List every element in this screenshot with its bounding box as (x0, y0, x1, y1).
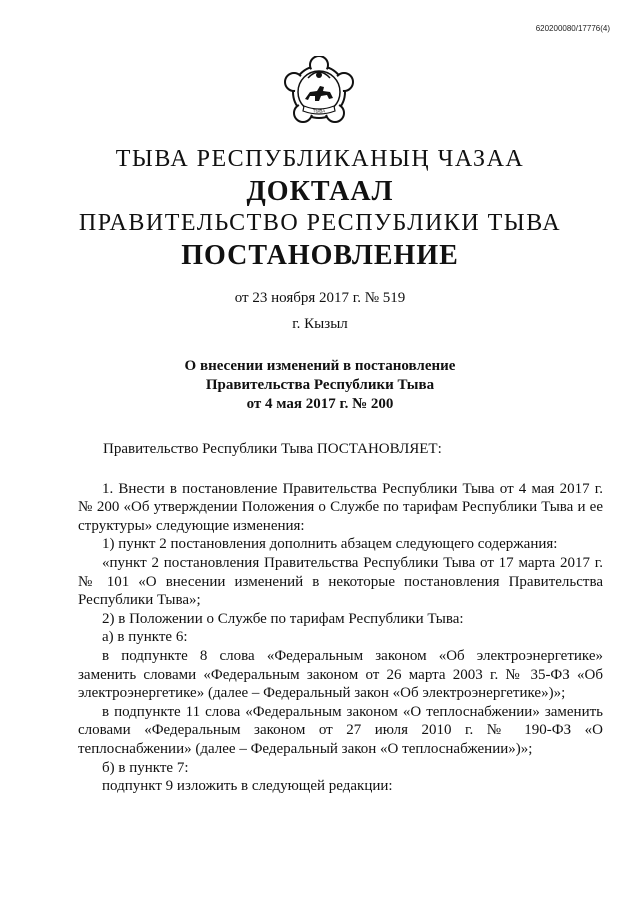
body-paragraph: в подпункте 8 слова «Федеральным законом «Об электроэнергетике» заменить словами «Федеральным законом от 26 марта 2003 г. № 35-ФЗ «Об электроэнергетике» (далее – Федеральный закон «Об электроэнергетике»)»; (78, 647, 603, 702)
body-paragraph: б) в пункте 7: (102, 759, 189, 776)
document-date-number: от 23 ноября 2017 г. № 519 (234, 290, 406, 306)
document-code: 620200080/17776(4) (535, 24, 610, 33)
title-line: Правительства Республики Тыва (205, 377, 435, 393)
body-paragraph: 1) пункт 2 постановления дополнить абзацем следующего содержания: (102, 536, 558, 553)
body-paragraph: подпункт 9 изложить в следующей редакции: (102, 778, 393, 795)
header-tyva-government: ТЫВА РЕСПУБЛИКАНЫҢ ЧАЗАА (115, 146, 525, 172)
document-city: г. Кызыл (292, 316, 348, 332)
body-paragraph: в подпункте 11 слова «Федеральным законом «О теплоснабжении» заменить словами «Федеральным законом от 27 июля 2010 г. № 190-ФЗ «О теплоснабжении» (далее – Федеральный закон «О теплоснабжении»)»; (78, 703, 603, 757)
title-line: О внесении изменений в постановление (184, 358, 456, 374)
emblem-banner-text: ТЫВА (312, 108, 326, 114)
title-line: от 4 мая 2017 г. № 200 (246, 396, 394, 412)
body-paragraph: «пункт 2 постановления Правительства Республики Тыва от 17 марта 2017 г. № 101 «О внесении изменений в некоторые постановления Правительства Республики Тыва»; (78, 554, 603, 609)
document-title (0, 357, 640, 414)
header-resolution: ПОСТАНОВЛЕНИЕ (181, 240, 459, 271)
body-paragraph: 2) в Положении о Службе по тарифам Республики Тыва: (102, 610, 464, 627)
body-intro: Правительство Республики Тыва ПОСТАНОВЛЯЕТ: (103, 441, 442, 457)
document-body (78, 440, 603, 796)
header-doktaal: ДОКТААЛ (246, 176, 394, 207)
header-government: ПРАВИТЕЛЬСТВО РЕСПУБЛИКИ ТЫВА (78, 210, 562, 236)
body-paragraph: 1. Внести в постановление Правительства Республики Тыва от 4 мая 2017 г. № 200 «Об утверждении Положения о Службе по тарифам Республики Тыва и ее структуры» следующие изменения: (78, 480, 603, 534)
body-paragraph: а) в пункте 6: (102, 629, 188, 646)
tyva-coat-of-arms-icon (284, 56, 354, 128)
